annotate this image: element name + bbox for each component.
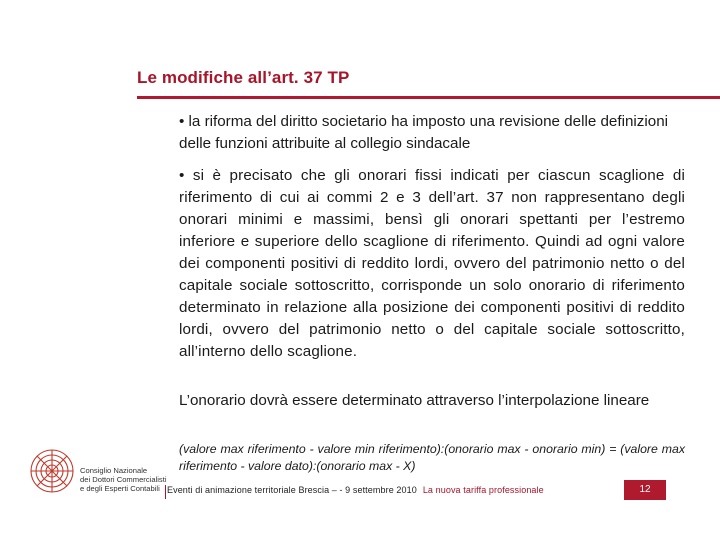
slide-title: Le modifiche all’art. 37 TP <box>137 68 350 87</box>
org-line-2: dei Dottori Commercialisti <box>80 475 167 484</box>
page-number: 12 <box>624 480 666 500</box>
formula-interpolazione: (valore max riferimento - valore min riferimento):(onorario max - onorario min) = (valore max riferimento - valore dato):(onorario max - X) <box>179 442 685 473</box>
footer <box>167 485 544 495</box>
org-line-3: e degli Esperti Contabili <box>80 484 160 493</box>
footer-subject: La nuova tariffa professionale <box>422 485 544 495</box>
bullet-revisione: • la riforma del diritto societario ha imposto una revisione delle definizioni delle funzioni attribuite al collegio sindacale <box>179 113 669 152</box>
paragraph-interpolazione: L’onorario dovrà essere determinato attraverso l’interpolazione lineare <box>179 392 650 409</box>
footer-event: Eventi di animazione territoriale Brescia – - 9 settembre 2010 <box>167 485 417 495</box>
bullet-onorari: • si è precisato che gli onorari fissi indicati per ciascun scaglione di riferimento di cui ai commi 2 e 3 dell’art. 37 non rappresentano degli onorari minimi e massimi, bensì gli onorari spettanti per l’estremo inferiore e superiore dello scaglione di riferimento. Quindi ad ogni valore dei componenti positivi di reddito lordi, ovvero del patrimonio netto o del capitale sociale sottoscritto, corrisponde un solo onorario di riferimento determinato in relazione alla posizione dei componenti positivi di reddito lordi, ovvero del patrimonio netto o del capitale sociale sottoscritto, all’interno dello scaglione. <box>179 167 685 360</box>
footer-divider <box>165 485 166 499</box>
org-line-1: Consiglio Nazionale <box>80 466 148 475</box>
title-underline <box>137 96 720 99</box>
cndcec-logo-icon <box>28 447 76 495</box>
org-name <box>80 466 167 493</box>
